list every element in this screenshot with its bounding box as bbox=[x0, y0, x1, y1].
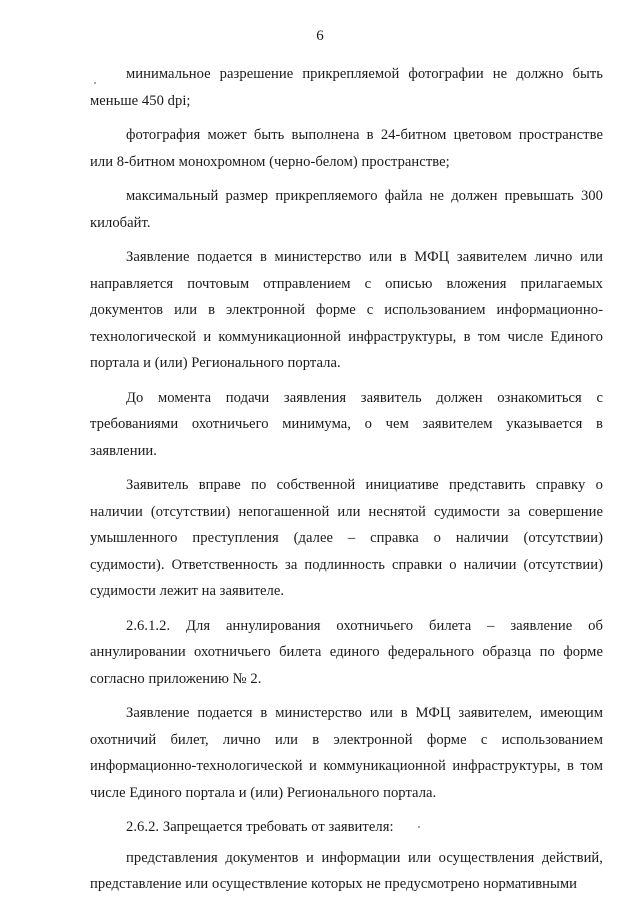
paragraph-ticket-cancellation: 2.6.1.2. Для аннулирования охотничьего билета – заявление об аннулировании охотничьего билета единого федерального образца по форме согласно приложению № 2. bbox=[90, 617, 603, 687]
paragraph-prohibitions-heading: 2.6.2. Запрещается требовать от заявителя: bbox=[126, 819, 394, 835]
paragraph-cancellation-submission: Заявление подается в министерство или в МФЦ заявителем, имеющим охотничий билет, лично или в электронной форме с использованием информационно-технологической и коммуникационной инфраструктуры, в том числе Единого портала и (или) Регионального портала. bbox=[90, 705, 603, 801]
scan-artifact bbox=[94, 82, 96, 84]
paragraph-file-size: максимальный размер прикрепляемого файла не должен превышать 300 килобайт. bbox=[90, 188, 603, 231]
paragraph-criminal-record-certificate: Заявитель вправе по собственной инициативе представить справку о наличии (отсутствии) непогашенной или неснятой судимости за совершение умышленного преступления (далее – справка о наличии (отсутствии) судимости). Ответственность за подлинность справки о наличии (отсутствии) судимости лежит на заявителе. bbox=[90, 477, 603, 599]
paragraph-application-submission: Заявление подается в министерство или в МФЦ заявителем лично или направляется почтовым отправлением с описью вложения прилагаемых документов или в электронной форме с использованием информационно-технологической и коммуникационной инфраструктуры, в том числе Единого портала и (или) Регионального портала. bbox=[90, 249, 603, 371]
paragraph-photo-resolution: минимальное разрешение прикрепляемой фотографии не должно быть меньше 450 dpi; bbox=[90, 66, 603, 109]
page-number: 6 bbox=[316, 28, 324, 44]
document-body bbox=[90, 61, 603, 906]
paragraph-prohibition-documents: представления документов и информации или осуществления действий, представление или осуществление которых не предусмотрено нормативными bbox=[90, 849, 603, 892]
scan-artifact bbox=[418, 826, 420, 828]
paragraph-photo-color-space: фотография может быть выполнена в 24-битном цветовом пространстве или 8-битном монохромном (черно-белом) пространстве; bbox=[90, 127, 603, 170]
paragraph-hunting-minimum: До момента подачи заявления заявитель должен ознакомиться с требованиями охотничьего минимума, о чем заявителем указывается в заявлении. bbox=[90, 389, 603, 459]
